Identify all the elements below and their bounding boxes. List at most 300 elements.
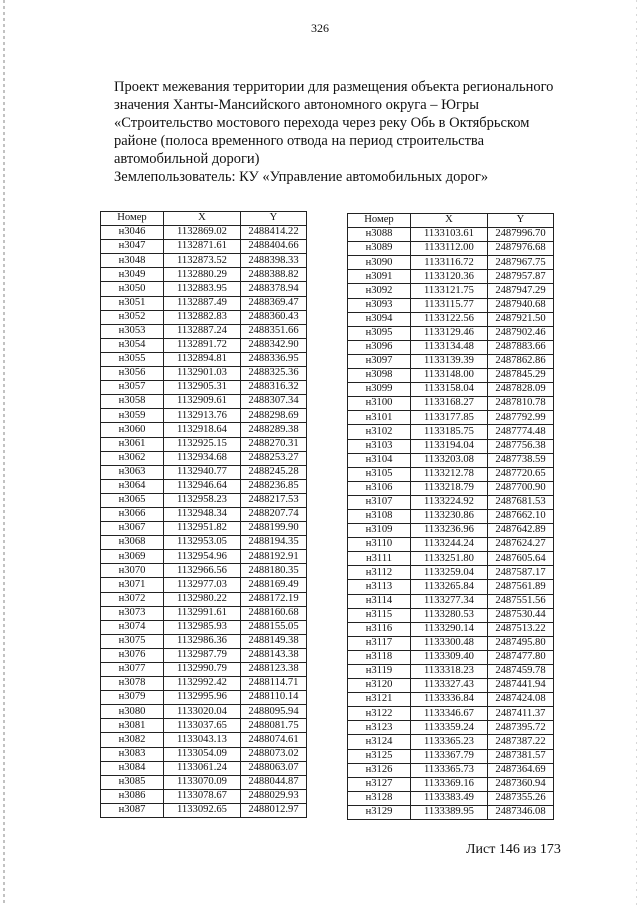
cell-point-number: н3100 bbox=[348, 397, 411, 411]
cell-x-coordinate: 1133121.75 bbox=[411, 284, 488, 298]
table-header-row bbox=[101, 212, 307, 226]
cell-point-number: н3088 bbox=[348, 228, 411, 242]
cell-x-coordinate: 1133383.49 bbox=[411, 791, 488, 805]
table-row bbox=[348, 340, 554, 354]
table-row bbox=[101, 268, 307, 282]
page-number: 326 bbox=[311, 21, 329, 35]
cell-point-number: н3122 bbox=[348, 707, 411, 721]
table-row bbox=[101, 648, 307, 662]
table-row bbox=[101, 226, 307, 240]
cell-point-number: н3048 bbox=[101, 254, 164, 268]
cell-point-number: н3075 bbox=[101, 634, 164, 648]
cell-point-number: н3063 bbox=[101, 465, 164, 479]
table-row bbox=[348, 566, 554, 580]
table-row bbox=[101, 465, 307, 479]
cell-x-coordinate: 1133115.77 bbox=[411, 298, 488, 312]
cell-point-number: н3047 bbox=[101, 240, 164, 254]
table-row bbox=[348, 552, 554, 566]
cell-x-coordinate: 1132901.03 bbox=[164, 367, 241, 381]
cell-point-number: н3113 bbox=[348, 580, 411, 594]
cell-y-coordinate: 2487551.56 bbox=[488, 594, 554, 608]
cell-point-number: н3124 bbox=[348, 735, 411, 749]
cell-point-number: н3060 bbox=[101, 423, 164, 437]
cell-y-coordinate: 2488199.90 bbox=[241, 522, 307, 536]
cell-point-number: н3126 bbox=[348, 763, 411, 777]
cell-point-number: н3128 bbox=[348, 791, 411, 805]
cell-y-coordinate: 2487662.10 bbox=[488, 509, 554, 523]
column-header-y: Y bbox=[241, 212, 307, 226]
cell-y-coordinate: 2488316.32 bbox=[241, 381, 307, 395]
table-row bbox=[348, 453, 554, 467]
cell-x-coordinate: 1133277.34 bbox=[411, 594, 488, 608]
cell-y-coordinate: 2488270.31 bbox=[241, 437, 307, 451]
table-row bbox=[101, 592, 307, 606]
cell-x-coordinate: 1133327.43 bbox=[411, 679, 488, 693]
column-header-y: Y bbox=[488, 214, 554, 228]
table-row bbox=[101, 522, 307, 536]
cell-point-number: н3094 bbox=[348, 312, 411, 326]
cell-point-number: н3057 bbox=[101, 381, 164, 395]
cell-point-number: н3089 bbox=[348, 242, 411, 256]
table-row bbox=[101, 606, 307, 620]
table-row bbox=[348, 805, 554, 819]
cell-x-coordinate: 1133367.79 bbox=[411, 749, 488, 763]
cell-x-coordinate: 1133318.23 bbox=[411, 665, 488, 679]
cell-x-coordinate: 1132913.76 bbox=[164, 409, 241, 423]
table-row bbox=[101, 719, 307, 733]
table-row bbox=[348, 242, 554, 256]
table-row bbox=[101, 423, 307, 437]
heading-line: районе (полоса временного отвода на период строительства bbox=[114, 133, 485, 149]
cell-x-coordinate: 1132894.81 bbox=[164, 352, 241, 366]
cell-y-coordinate: 2488245.28 bbox=[241, 465, 307, 479]
table-row bbox=[348, 439, 554, 453]
cell-x-coordinate: 1133224.92 bbox=[411, 495, 488, 509]
cell-y-coordinate: 2487996.70 bbox=[488, 228, 554, 242]
cell-y-coordinate: 2488404.66 bbox=[241, 240, 307, 254]
table-row bbox=[101, 507, 307, 521]
sheet-number: Лист 146 из 173 bbox=[466, 842, 561, 857]
cell-x-coordinate: 1133116.72 bbox=[411, 256, 488, 270]
table-header-row bbox=[348, 214, 554, 228]
cell-y-coordinate: 2488180.35 bbox=[241, 564, 307, 578]
cell-point-number: н3051 bbox=[101, 296, 164, 310]
cell-point-number: н3108 bbox=[348, 509, 411, 523]
cell-point-number: н3110 bbox=[348, 538, 411, 552]
cell-y-coordinate: 2487530.44 bbox=[488, 608, 554, 622]
cell-point-number: н3121 bbox=[348, 693, 411, 707]
table-row bbox=[101, 240, 307, 254]
cell-point-number: н3046 bbox=[101, 226, 164, 240]
table-row bbox=[348, 298, 554, 312]
cell-y-coordinate: 2487441.94 bbox=[488, 679, 554, 693]
cell-x-coordinate: 1133092.65 bbox=[164, 803, 241, 817]
cell-y-coordinate: 2487424.08 bbox=[488, 693, 554, 707]
table-row bbox=[101, 775, 307, 789]
cell-x-coordinate: 1133389.95 bbox=[411, 805, 488, 819]
cell-x-coordinate: 1133158.04 bbox=[411, 383, 488, 397]
table-row bbox=[348, 650, 554, 664]
cell-x-coordinate: 1132891.72 bbox=[164, 338, 241, 352]
cell-x-coordinate: 1132987.79 bbox=[164, 648, 241, 662]
cell-x-coordinate: 1132909.61 bbox=[164, 395, 241, 409]
cell-point-number: н3061 bbox=[101, 437, 164, 451]
cell-y-coordinate: 2488169.49 bbox=[241, 578, 307, 592]
cell-point-number: н3087 bbox=[101, 803, 164, 817]
cell-point-number: н3099 bbox=[348, 383, 411, 397]
cell-y-coordinate: 2487360.94 bbox=[488, 777, 554, 791]
cell-x-coordinate: 1133251.80 bbox=[411, 552, 488, 566]
cell-y-coordinate: 2487355.26 bbox=[488, 791, 554, 805]
table-row bbox=[101, 352, 307, 366]
cell-y-coordinate: 2488369.47 bbox=[241, 296, 307, 310]
table-row bbox=[101, 338, 307, 352]
table-row bbox=[348, 608, 554, 622]
cell-point-number: н3103 bbox=[348, 439, 411, 453]
cell-x-coordinate: 1133112.00 bbox=[411, 242, 488, 256]
cell-y-coordinate: 2488073.02 bbox=[241, 747, 307, 761]
cell-x-coordinate: 1133259.04 bbox=[411, 566, 488, 580]
page-scan-edge-right bbox=[636, 0, 637, 905]
cell-y-coordinate: 2487883.66 bbox=[488, 340, 554, 354]
cell-x-coordinate: 1133369.16 bbox=[411, 777, 488, 791]
cell-x-coordinate: 1133236.96 bbox=[411, 524, 488, 538]
cell-x-coordinate: 1132887.49 bbox=[164, 296, 241, 310]
table-row bbox=[101, 282, 307, 296]
cell-point-number: н3114 bbox=[348, 594, 411, 608]
cell-point-number: н3125 bbox=[348, 749, 411, 763]
cell-y-coordinate: 2488307.34 bbox=[241, 395, 307, 409]
cell-y-coordinate: 2488414.22 bbox=[241, 226, 307, 240]
table-row bbox=[101, 691, 307, 705]
cell-y-coordinate: 2488378.94 bbox=[241, 282, 307, 296]
table-row bbox=[101, 296, 307, 310]
cell-point-number: н3054 bbox=[101, 338, 164, 352]
cell-y-coordinate: 2488298.69 bbox=[241, 409, 307, 423]
cell-point-number: н3129 bbox=[348, 805, 411, 819]
cell-y-coordinate: 2487411.37 bbox=[488, 707, 554, 721]
cell-y-coordinate: 2487810.78 bbox=[488, 397, 554, 411]
cell-y-coordinate: 2488192.91 bbox=[241, 550, 307, 564]
cell-y-coordinate: 2487720.65 bbox=[488, 467, 554, 481]
table-row bbox=[101, 324, 307, 338]
cell-x-coordinate: 1132887.24 bbox=[164, 324, 241, 338]
cell-y-coordinate: 2487364.69 bbox=[488, 763, 554, 777]
cell-point-number: н3080 bbox=[101, 705, 164, 719]
table-row bbox=[348, 495, 554, 509]
cell-y-coordinate: 2487495.80 bbox=[488, 636, 554, 650]
cell-x-coordinate: 1133122.56 bbox=[411, 312, 488, 326]
cell-x-coordinate: 1132966.56 bbox=[164, 564, 241, 578]
cell-y-coordinate: 2487513.22 bbox=[488, 622, 554, 636]
cell-y-coordinate: 2488217.53 bbox=[241, 493, 307, 507]
cell-y-coordinate: 2487792.99 bbox=[488, 411, 554, 425]
cell-point-number: н3084 bbox=[101, 761, 164, 775]
table-row bbox=[101, 367, 307, 381]
cell-y-coordinate: 2487967.75 bbox=[488, 256, 554, 270]
cell-x-coordinate: 1132992.42 bbox=[164, 677, 241, 691]
table-row bbox=[348, 354, 554, 368]
cell-point-number: н3076 bbox=[101, 648, 164, 662]
cell-y-coordinate: 2487756.38 bbox=[488, 439, 554, 453]
cell-point-number: н3079 bbox=[101, 691, 164, 705]
cell-x-coordinate: 1133168.27 bbox=[411, 397, 488, 411]
cell-point-number: н3101 bbox=[348, 411, 411, 425]
cell-y-coordinate: 2487921.50 bbox=[488, 312, 554, 326]
cell-x-coordinate: 1133290.14 bbox=[411, 622, 488, 636]
cell-y-coordinate: 2488207.74 bbox=[241, 507, 307, 521]
table-row bbox=[348, 312, 554, 326]
table-row bbox=[348, 735, 554, 749]
cell-point-number: н3118 bbox=[348, 650, 411, 664]
table-row bbox=[348, 284, 554, 298]
cell-point-number: н3102 bbox=[348, 425, 411, 439]
table-row bbox=[348, 270, 554, 284]
cell-y-coordinate: 2487947.29 bbox=[488, 284, 554, 298]
cell-x-coordinate: 1132980.22 bbox=[164, 592, 241, 606]
table-row bbox=[101, 550, 307, 564]
cell-x-coordinate: 1133230.86 bbox=[411, 509, 488, 523]
column-header-x: X bbox=[164, 212, 241, 226]
table-row bbox=[348, 707, 554, 721]
cell-x-coordinate: 1133177.85 bbox=[411, 411, 488, 425]
cell-x-coordinate: 1132871.61 bbox=[164, 240, 241, 254]
cell-y-coordinate: 2488388.82 bbox=[241, 268, 307, 282]
table-row bbox=[348, 425, 554, 439]
table-row bbox=[348, 594, 554, 608]
cell-x-coordinate: 1132934.68 bbox=[164, 451, 241, 465]
cell-x-coordinate: 1133309.40 bbox=[411, 650, 488, 664]
table-row bbox=[348, 763, 554, 777]
cell-x-coordinate: 1133037.65 bbox=[164, 719, 241, 733]
cell-x-coordinate: 1132991.61 bbox=[164, 606, 241, 620]
cell-x-coordinate: 1132951.82 bbox=[164, 522, 241, 536]
cell-point-number: н3107 bbox=[348, 495, 411, 509]
cell-x-coordinate: 1132995.96 bbox=[164, 691, 241, 705]
cell-y-coordinate: 2487862.86 bbox=[488, 354, 554, 368]
cell-y-coordinate: 2488081.75 bbox=[241, 719, 307, 733]
table-row bbox=[101, 705, 307, 719]
cell-x-coordinate: 1133134.48 bbox=[411, 340, 488, 354]
cell-point-number: н3050 bbox=[101, 282, 164, 296]
table-row bbox=[101, 677, 307, 691]
cell-x-coordinate: 1132948.34 bbox=[164, 507, 241, 521]
cell-point-number: н3090 bbox=[348, 256, 411, 270]
table-row bbox=[348, 777, 554, 791]
cell-x-coordinate: 1132873.52 bbox=[164, 254, 241, 268]
cell-y-coordinate: 2487738.59 bbox=[488, 453, 554, 467]
table-row bbox=[348, 369, 554, 383]
table-row bbox=[101, 493, 307, 507]
table-row bbox=[101, 451, 307, 465]
cell-y-coordinate: 2487774.48 bbox=[488, 425, 554, 439]
cell-y-coordinate: 2487387.22 bbox=[488, 735, 554, 749]
cell-x-coordinate: 1132905.31 bbox=[164, 381, 241, 395]
table-row bbox=[348, 749, 554, 763]
cell-point-number: н3083 bbox=[101, 747, 164, 761]
table-row bbox=[101, 733, 307, 747]
cell-x-coordinate: 1132990.79 bbox=[164, 663, 241, 677]
cell-x-coordinate: 1133300.48 bbox=[411, 636, 488, 650]
cell-x-coordinate: 1132918.64 bbox=[164, 423, 241, 437]
table-row bbox=[101, 803, 307, 817]
table-row bbox=[101, 761, 307, 775]
cell-x-coordinate: 1133359.24 bbox=[411, 721, 488, 735]
cell-x-coordinate: 1133365.23 bbox=[411, 735, 488, 749]
table-row bbox=[348, 383, 554, 397]
cell-point-number: н3109 bbox=[348, 524, 411, 538]
cell-x-coordinate: 1133203.08 bbox=[411, 453, 488, 467]
cell-x-coordinate: 1132977.03 bbox=[164, 578, 241, 592]
cell-y-coordinate: 2487845.29 bbox=[488, 369, 554, 383]
cell-y-coordinate: 2488095.94 bbox=[241, 705, 307, 719]
cell-point-number: н3123 bbox=[348, 721, 411, 735]
cell-y-coordinate: 2487976.68 bbox=[488, 242, 554, 256]
document-heading bbox=[114, 78, 594, 186]
table-row bbox=[348, 693, 554, 707]
cell-point-number: н3056 bbox=[101, 367, 164, 381]
cell-y-coordinate: 2487828.09 bbox=[488, 383, 554, 397]
cell-point-number: н3055 bbox=[101, 352, 164, 366]
cell-point-number: н3106 bbox=[348, 481, 411, 495]
cell-x-coordinate: 1132986.36 bbox=[164, 634, 241, 648]
table-row bbox=[348, 228, 554, 242]
table-row bbox=[348, 538, 554, 552]
cell-point-number: н3082 bbox=[101, 733, 164, 747]
cell-x-coordinate: 1133336.84 bbox=[411, 693, 488, 707]
cell-x-coordinate: 1133280.53 bbox=[411, 608, 488, 622]
cell-x-coordinate: 1133346.67 bbox=[411, 707, 488, 721]
table-row bbox=[348, 256, 554, 270]
cell-point-number: н3065 bbox=[101, 493, 164, 507]
table-row bbox=[101, 395, 307, 409]
cell-point-number: н3069 bbox=[101, 550, 164, 564]
cell-x-coordinate: 1132925.15 bbox=[164, 437, 241, 451]
cell-x-coordinate: 1132869.02 bbox=[164, 226, 241, 240]
table-row bbox=[348, 326, 554, 340]
cell-point-number: н3104 bbox=[348, 453, 411, 467]
cell-x-coordinate: 1133043.13 bbox=[164, 733, 241, 747]
cell-y-coordinate: 2488236.85 bbox=[241, 479, 307, 493]
table-row bbox=[348, 411, 554, 425]
cell-x-coordinate: 1133139.39 bbox=[411, 354, 488, 368]
cell-point-number: н3052 bbox=[101, 310, 164, 324]
cell-y-coordinate: 2487587.17 bbox=[488, 566, 554, 580]
cell-x-coordinate: 1132953.05 bbox=[164, 536, 241, 550]
cell-y-coordinate: 2488074.61 bbox=[241, 733, 307, 747]
cell-x-coordinate: 1133020.04 bbox=[164, 705, 241, 719]
cell-point-number: н3127 bbox=[348, 777, 411, 791]
cell-point-number: н3105 bbox=[348, 467, 411, 481]
cell-x-coordinate: 1133212.78 bbox=[411, 467, 488, 481]
cell-x-coordinate: 1133061.24 bbox=[164, 761, 241, 775]
cell-y-coordinate: 2487381.57 bbox=[488, 749, 554, 763]
cell-x-coordinate: 1133070.09 bbox=[164, 775, 241, 789]
cell-y-coordinate: 2487605.64 bbox=[488, 552, 554, 566]
cell-y-coordinate: 2488063.07 bbox=[241, 761, 307, 775]
cell-point-number: н3096 bbox=[348, 340, 411, 354]
cell-point-number: н3067 bbox=[101, 522, 164, 536]
cell-point-number: н3066 bbox=[101, 507, 164, 521]
table-row bbox=[101, 437, 307, 451]
table-row bbox=[101, 578, 307, 592]
cell-x-coordinate: 1132882.83 bbox=[164, 310, 241, 324]
cell-x-coordinate: 1132958.23 bbox=[164, 493, 241, 507]
cell-y-coordinate: 2488155.05 bbox=[241, 620, 307, 634]
cell-x-coordinate: 1132946.64 bbox=[164, 479, 241, 493]
heading-line: значения Ханты-Мансийского автономного округа – Югры bbox=[114, 97, 479, 113]
cell-point-number: н3053 bbox=[101, 324, 164, 338]
table-row bbox=[348, 467, 554, 481]
cell-y-coordinate: 2488342.90 bbox=[241, 338, 307, 352]
table-row bbox=[348, 679, 554, 693]
cell-point-number: н3074 bbox=[101, 620, 164, 634]
cell-x-coordinate: 1132940.77 bbox=[164, 465, 241, 479]
cell-x-coordinate: 1133103.61 bbox=[411, 228, 488, 242]
cell-x-coordinate: 1133265.84 bbox=[411, 580, 488, 594]
cell-y-coordinate: 2488123.38 bbox=[241, 663, 307, 677]
cell-y-coordinate: 2488360.43 bbox=[241, 310, 307, 324]
cell-x-coordinate: 1133148.00 bbox=[411, 369, 488, 383]
cell-point-number: н3112 bbox=[348, 566, 411, 580]
table-row bbox=[101, 254, 307, 268]
cell-x-coordinate: 1133078.67 bbox=[164, 789, 241, 803]
cell-x-coordinate: 1133244.24 bbox=[411, 538, 488, 552]
cell-y-coordinate: 2487957.87 bbox=[488, 270, 554, 284]
cell-y-coordinate: 2487477.80 bbox=[488, 650, 554, 664]
table-row bbox=[101, 747, 307, 761]
cell-point-number: н3062 bbox=[101, 451, 164, 465]
column-header-number: Номер bbox=[348, 214, 411, 228]
cell-point-number: н3116 bbox=[348, 622, 411, 636]
cell-y-coordinate: 2488160.68 bbox=[241, 606, 307, 620]
cell-y-coordinate: 2488029.93 bbox=[241, 789, 307, 803]
cell-point-number: н3081 bbox=[101, 719, 164, 733]
page-scan-edge-left bbox=[3, 0, 5, 905]
heading-line: «Строительство мостового перехода через реку Обь в Октябрьском bbox=[114, 115, 530, 131]
cell-point-number: н3068 bbox=[101, 536, 164, 550]
table-row bbox=[101, 536, 307, 550]
cell-y-coordinate: 2488325.36 bbox=[241, 367, 307, 381]
cell-y-coordinate: 2487624.27 bbox=[488, 538, 554, 552]
table-row bbox=[101, 381, 307, 395]
table-row bbox=[101, 634, 307, 648]
cell-y-coordinate: 2487902.46 bbox=[488, 326, 554, 340]
cell-x-coordinate: 1133365.73 bbox=[411, 763, 488, 777]
cell-point-number: н3085 bbox=[101, 775, 164, 789]
cell-y-coordinate: 2488289.38 bbox=[241, 423, 307, 437]
cell-point-number: н3049 bbox=[101, 268, 164, 282]
table-row bbox=[348, 665, 554, 679]
cell-point-number: н3092 bbox=[348, 284, 411, 298]
table-row bbox=[348, 481, 554, 495]
cell-y-coordinate: 2487681.53 bbox=[488, 495, 554, 509]
table-row bbox=[101, 620, 307, 634]
cell-y-coordinate: 2487940.68 bbox=[488, 298, 554, 312]
cell-point-number: н3071 bbox=[101, 578, 164, 592]
cell-y-coordinate: 2488336.95 bbox=[241, 352, 307, 366]
table-row bbox=[101, 409, 307, 423]
cell-y-coordinate: 2488012.97 bbox=[241, 803, 307, 817]
table-row bbox=[348, 509, 554, 523]
heading-line: Проект межевания территории для размещения объекта регионального bbox=[114, 79, 554, 95]
table-row bbox=[348, 580, 554, 594]
cell-x-coordinate: 1132880.29 bbox=[164, 268, 241, 282]
cell-point-number: н3086 bbox=[101, 789, 164, 803]
cell-y-coordinate: 2488149.38 bbox=[241, 634, 307, 648]
cell-y-coordinate: 2488253.27 bbox=[241, 451, 307, 465]
cell-point-number: н3078 bbox=[101, 677, 164, 691]
